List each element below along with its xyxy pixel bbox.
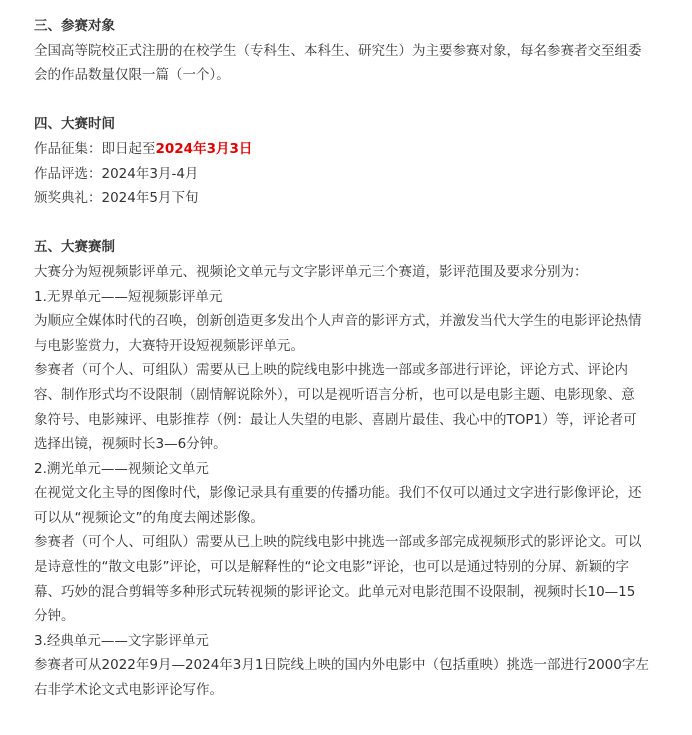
unit-2-title: 2.溯光单元——视频论文单元 xyxy=(34,460,209,477)
unit-2-para2-line-4: 分钟。 xyxy=(34,608,75,625)
section-3-line-1: 全国高等院校正式注册的在校学生（专科生、本科生、研究生）为主要参赛对象，每名参赛者交至组委 xyxy=(34,42,642,59)
unit-2-para1-line-1: 在视觉文化主导的图像时代，影像记录具有重要的传播功能。我们不仅可以通过文字进行影像评论，还 xyxy=(34,485,642,502)
unit-2-para1-line-2: 可以从“视频论文”的角度去阐述影像。 xyxy=(34,509,264,526)
review-line: 作品评选：2024年3月-4月 xyxy=(34,165,199,182)
unit-3-para1-line-2: 右非学术论文式电影评论写作。 xyxy=(34,682,223,699)
unit-3-title: 3.经典单元——文字影评单元 xyxy=(34,632,209,649)
unit-1-para2-line-4: 选择出镜，视频时长3—6分钟。 xyxy=(34,436,227,453)
unit-1-para1-line-1: 为顺应全媒体时代的召唤，创新创造更多发出个人声音的影评方式，并激发当代大学生的电影评论热情 xyxy=(34,313,642,330)
unit-1-para2-line-2: 容、制作形式均不设限制（剧情解说除外），可以是视听语言分析，也可以是电影主题、电影现象、意 xyxy=(34,386,635,403)
section-5-intro: 大赛分为短视频影评单元、视频论文单元与文字影评单元三个赛道，影评范围及要求分别为： xyxy=(34,263,588,280)
collect-deadline: 2024年3月3日 xyxy=(155,140,253,157)
collect-prefix: 作品征集：即日起至 xyxy=(34,140,156,157)
unit-1-title: 1.无界单元——短视频影评单元 xyxy=(34,288,223,305)
section-5-heading: 五、大赛赛制 xyxy=(34,239,115,256)
collect-line xyxy=(34,137,682,162)
unit-2-para2-line-2: 是诗意性的“散文电影”评论，可以是解释性的“论文电影”评论，也可以是通过特别的分屏、新颖的字 xyxy=(34,559,629,576)
spacer xyxy=(34,211,682,236)
unit-3-para1-line-1: 参赛者可从2022年9月—2024年3月1日院线上映的国内外电影中（包括重映）挑选一部进行2000字左 xyxy=(34,657,649,674)
unit-2-para2-line-1: 参赛者（可个人、可组队）需要从已上映的院线电影中挑选一部或多部完成视频形式的影评论文。可以 xyxy=(34,534,642,551)
section-3-line-2: 会的作品数量仅限一篇（一个）。 xyxy=(34,67,230,84)
section-3-heading: 三、参赛对象 xyxy=(34,18,115,34)
unit-1-para2-line-1: 参赛者（可个人、可组队）需要从已上映的院线电影中挑选一部或多部进行评论，评论方式、评论内 xyxy=(34,362,628,379)
unit-2-para2-line-3: 幕、巧妙的混合剪辑等多种形式玩转视频的影评论文。此单元对电影范围不设限制，视频时长10—15 xyxy=(34,583,636,600)
section-4-heading: 四、大赛时间 xyxy=(34,116,115,133)
unit-1-para2-line-3: 象符号、电影辣评、电影推荐（例：最让人失望的电影、喜剧片最佳、我心中的TOP1）等，评论者可 xyxy=(34,411,637,428)
spacer xyxy=(34,88,682,113)
unit-1-para1-line-2: 与电影鉴赏力，大赛特开设短视频影评单元。 xyxy=(34,337,304,354)
ceremony-line: 颁奖典礼：2024年5月下旬 xyxy=(34,190,199,207)
